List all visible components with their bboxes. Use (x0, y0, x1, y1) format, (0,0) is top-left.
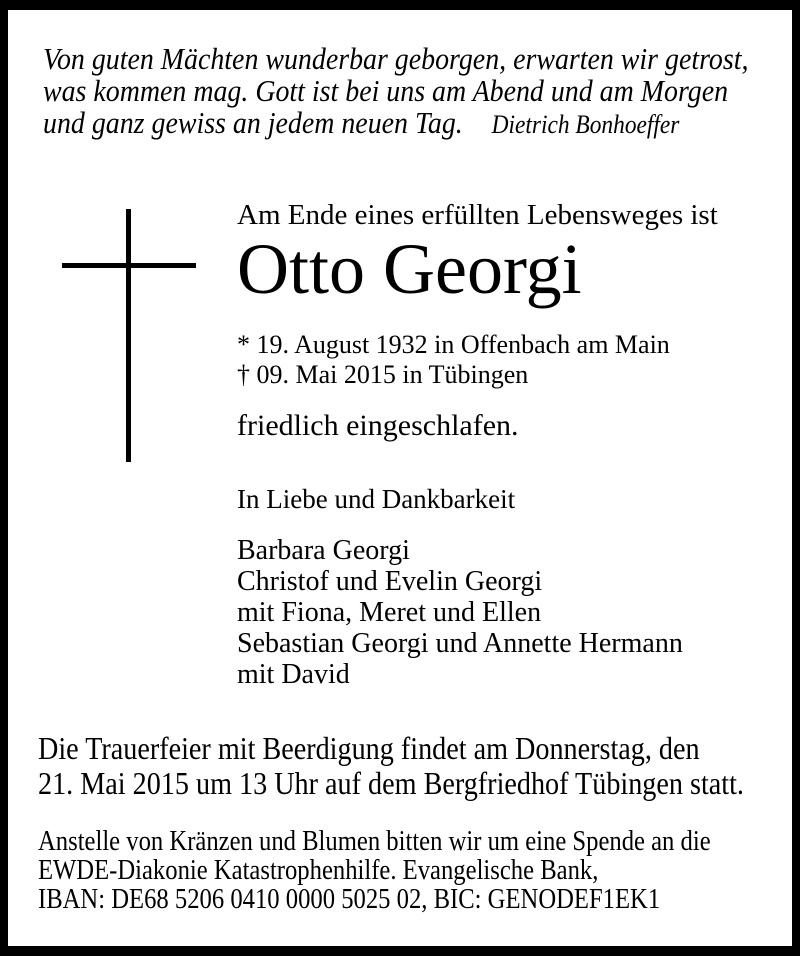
funeral-line-1: Die Trauerfeier mit Beerdigung findet am Donnerstag, den (38, 730, 700, 766)
donation-line-3: IBAN: DE68 5206 0410 0000 5025 02, BIC: GENODEF1EK1 (38, 884, 661, 915)
mourner-line: mit Fiona, Meret und Ellen (237, 597, 542, 628)
passing-line: friedlich eingeschlafen. (237, 409, 519, 442)
life-dates (237, 330, 670, 390)
deceased-name: Otto Georgi (237, 229, 582, 309)
quote-line-1: Von guten Mächten wunderbar geborgen, erwarten wir getrost, (43, 41, 749, 76)
mourner-line: Christof und Evelin Georgi (237, 566, 543, 597)
funeral-info (38, 731, 744, 801)
quote-line-2: was kommen mag. Gott ist bei uns am Abend und am Morgen (43, 73, 729, 108)
closing-line: In Liebe und Dankbarkeit (237, 484, 516, 514)
cross-horizontal-bar (62, 263, 196, 268)
mourner-line: mit David (237, 659, 350, 690)
cross-vertical-bar (126, 209, 131, 462)
mourner-line: Sebastian Georgi und Annette Hermann (237, 628, 683, 659)
birth-date-line: * 19. August 1932 in Offenbach am Main (237, 330, 670, 359)
donation-info (38, 827, 711, 914)
mourner-line: Barbara Georgi (237, 535, 410, 566)
obituary-page (8, 10, 792, 946)
death-date-line: † 09. Mai 2015 in Tübingen (237, 360, 529, 389)
opening-quote (43, 43, 748, 141)
quote-line-3 (43, 107, 748, 141)
intro-line: Am Ende eines erfüllten Lebensweges ist (237, 199, 718, 231)
funeral-line-2: 21. Mai 2015 um 13 Uhr auf dem Bergfriedhof Tübingen statt. (38, 765, 744, 801)
donation-line-2: EWDE-Diakonie Katastrophenhilfe. Evangelische Bank, (38, 855, 599, 886)
donation-line-1: Anstelle von Kränzen und Blumen bitten wir um eine Spende an die (38, 826, 711, 857)
quote-line-3-text: und ganz gewiss an jedem neuen Tag. (43, 105, 463, 140)
mourners-list (237, 535, 683, 690)
quote-attribution: Dietrich Bonhoeffer (491, 110, 680, 139)
